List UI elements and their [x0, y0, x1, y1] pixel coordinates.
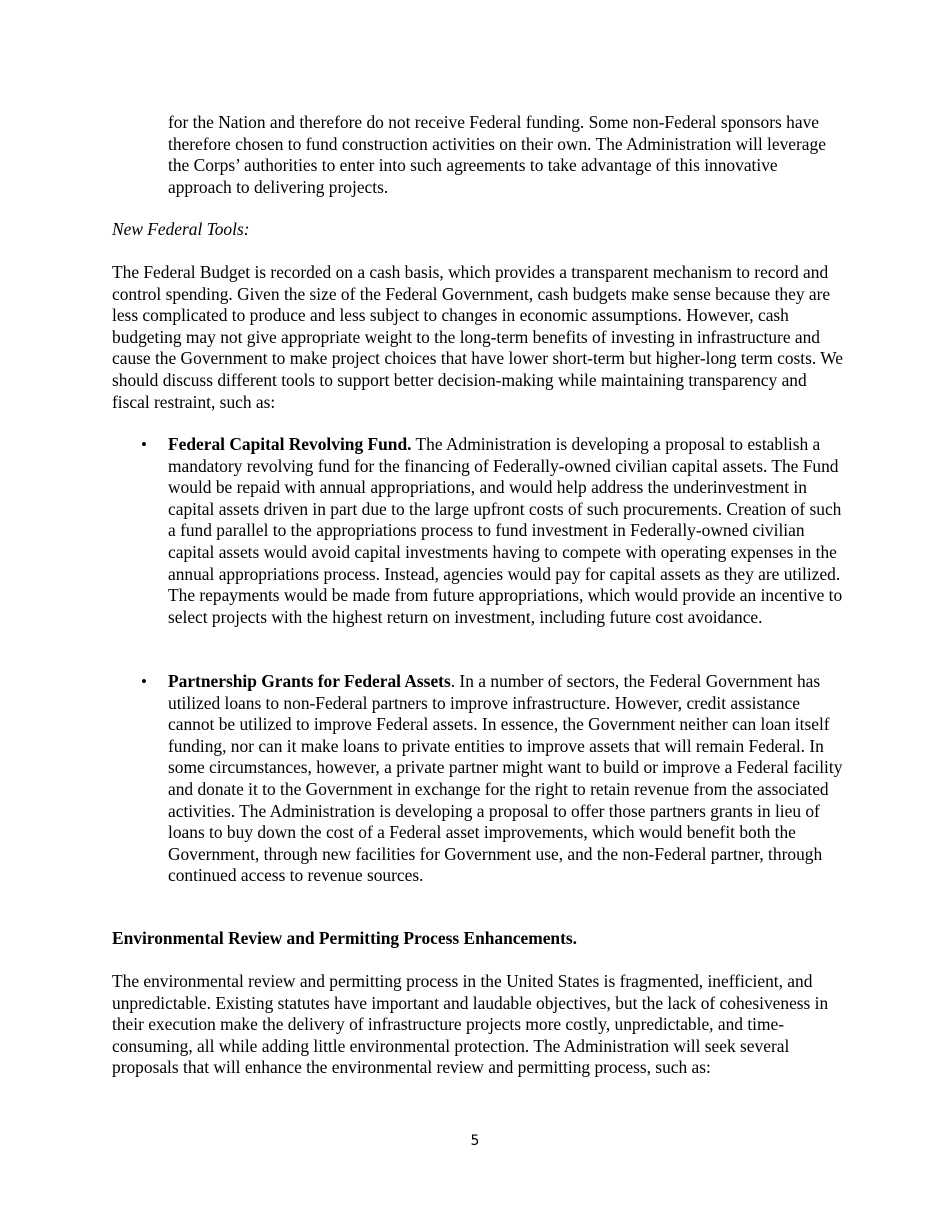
bullet-text: The Administration is developing a proposal to establish a mandatory revolving fund for the financing of Federally-owned civilian capital assets. The Fund would be repaid with annual appropriations, and would help address the underinvestment in capital assets driven in part due to the large upfront costs of such procurements. Creation of such a fund parallel to the appropriations process to fund investment in Federally-owned civilian capital assets would avoid capital investments having to compete with operating expenses in the annual appropriations process. Instead, agencies would pay for capital assets as they are utilized. The repayments would be made from future appropriations, which would provide an incentive to select projects with the highest return on investment, including future cost avoidance.	[168, 434, 843, 627]
page-number: 5	[470, 1133, 480, 1149]
new-federal-tools-heading: New Federal Tools:	[112, 219, 250, 239]
federal-budget-paragraph: The Federal Budget is recorded on a cash basis, which provides a transparent mechanism to record and control spending. Given the size of the Federal Government, cash budgets make sense because they are less complicated to produce and less subject to changes in economic assumptions. However, cash budgeting may not give appropriate weight to the long-term benefits of investing in infrastructure and cause the Government to make project choices that have lower short-term but higher-long term costs. We should discuss different tools to support better decision-making while maintaining transparency and fiscal restraint, such as:	[112, 262, 843, 412]
environmental-review-paragraph: The environmental review and permitting process in the United States is fragmented, inefficient, and unpredictable. Existing statutes have important and laudable objectives, but the lack of cohesiveness in their execution make the delivery of infrastructure projects more costly, unpredictable, and time-consuming, all while adding little environmental protection. The Administration will seek several proposals that will enhance the environmental review and permitting process, such as:	[112, 971, 829, 1078]
bullet-icon: •	[141, 672, 147, 691]
bullet-icon: •	[141, 435, 147, 454]
continuation-paragraph: for the Nation and therefore do not receive Federal funding. Some non-Federal sponsors have therefore chosen to fund construction activities on their own. The Administration will leverage the Corps’ authorities to enter into such agreements to take advantage of this innovative approach to delivering projects.	[168, 112, 826, 197]
bullet-title: Partnership Grants for Federal Assets	[168, 671, 451, 691]
bullet-text: . In a number of sectors, the Federal Government has utilized loans to non-Federal partners to improve infrastructure. However, credit assistance cannot be utilized to improve Federal assets. In essence, the Government neither can loan itself funding, nor can it make loans to private entities to improve assets that will remain Federal. In some circumstances, however, a private partner might want to build or improve a Federal facility and donate it to the Government in exchange for the right to retain revenue from the associated activities. The Administration is developing a proposal to offer those partners grants in lieu of loans to buy down the cost of a Federal asset improvements, which would benefit both the Government, through new facilities for Government use, and the non-Federal partner, through continued access to revenue sources.	[168, 671, 843, 886]
bullet-item-revolving-fund	[168, 434, 844, 628]
bullet-item-partnership-grants	[168, 671, 844, 887]
environmental-review-heading: Environmental Review and Permitting Process Enhancements.	[112, 928, 578, 948]
bullet-title: Federal Capital Revolving Fund.	[168, 434, 412, 454]
